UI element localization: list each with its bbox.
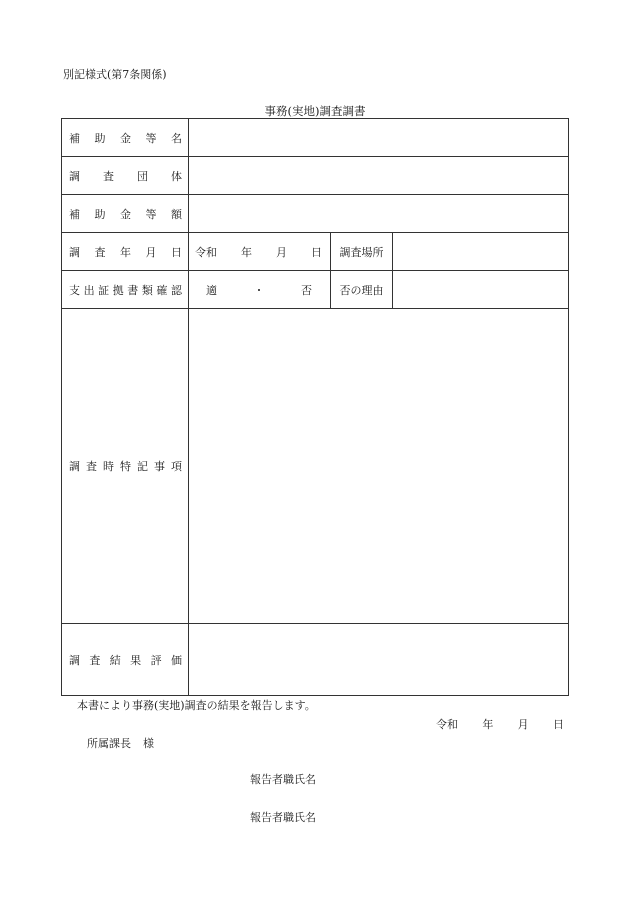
label-char: 月 [145, 245, 157, 259]
label-char: 調 [69, 653, 80, 667]
label-subsidy-amount [62, 195, 189, 233]
date-day-unit: 日 [552, 718, 564, 731]
label-char: 体 [171, 169, 182, 183]
field-subsidy-amount[interactable] [189, 195, 569, 233]
label-special-notes [62, 309, 189, 624]
label-char: 査 [103, 169, 114, 183]
label-char: 結 [109, 653, 121, 667]
label-char: 果 [130, 653, 142, 667]
label-survey-location: 調査場所 [331, 233, 393, 271]
approval-separator: ・ [253, 283, 265, 297]
label-char: 調 [69, 169, 80, 183]
label-char: 団 [137, 169, 148, 183]
date-year-unit: 年 [482, 718, 494, 731]
label-char: 年 [120, 245, 131, 259]
label-char: 項 [171, 460, 182, 473]
report-statement: 本書により事務(実地)調査の結果を報告します。 [77, 699, 316, 712]
label-char: 等 [145, 131, 157, 145]
label-char: 証 [98, 283, 110, 297]
label-char: 出 [83, 283, 95, 297]
label-rejection-reason: 否の理由 [331, 271, 393, 309]
label-char: 書 [127, 283, 139, 297]
date-day-unit: 日 [311, 245, 322, 259]
label-char: 助 [94, 131, 106, 145]
date-era: 令和 [195, 245, 217, 259]
label-char: 評 [150, 653, 162, 667]
label-char: 査 [94, 245, 106, 259]
field-rejection-reason[interactable] [393, 271, 569, 309]
row-expense-check [62, 271, 569, 309]
date-era: 令和 [436, 718, 458, 731]
reporter-name-label-2: 報告者職氏名 [250, 811, 316, 824]
label-char: 認 [170, 283, 182, 297]
label-char: 価 [170, 653, 182, 667]
field-subsidy-name[interactable] [189, 119, 569, 157]
field-evaluation[interactable] [189, 624, 569, 696]
row-survey-group [62, 157, 569, 195]
label-char: 支 [69, 283, 80, 297]
label-char: 時 [103, 460, 114, 473]
survey-form-table [61, 118, 569, 696]
label-char: 助 [94, 207, 106, 221]
honorific: 様 [143, 737, 154, 750]
label-char: 確 [156, 283, 168, 297]
label-subsidy-name [62, 119, 189, 157]
label-char: 日 [171, 245, 182, 259]
addressee [87, 735, 154, 751]
row-special-notes [62, 309, 569, 624]
field-special-notes[interactable] [189, 309, 569, 624]
reporter-name-label-1: 報告者職氏名 [250, 773, 316, 786]
label-char: 記 [137, 460, 148, 473]
label-survey-date [62, 233, 189, 271]
date-month-unit: 月 [517, 718, 529, 731]
label-char: 調 [69, 460, 80, 473]
label-char: 補 [69, 207, 80, 221]
label-char: 金 [120, 131, 131, 145]
field-survey-date[interactable] [189, 233, 331, 271]
label-char: 特 [120, 460, 131, 473]
label-survey-group [62, 157, 189, 195]
row-evaluation [62, 624, 569, 696]
field-approval[interactable] [189, 271, 331, 309]
label-char: 事 [154, 460, 165, 473]
date-year-unit: 年 [241, 245, 252, 259]
label-evaluation [62, 624, 189, 696]
label-char: 等 [145, 207, 157, 221]
date-month-unit: 月 [276, 245, 287, 259]
label-char: 補 [69, 131, 80, 145]
label-char: 名 [171, 131, 182, 145]
form-id-label: 別記様式(第7条関係) [63, 68, 167, 81]
document-title: 事務(実地)調査調書 [264, 104, 366, 118]
label-expense-check [62, 271, 189, 309]
field-survey-group[interactable] [189, 157, 569, 195]
row-subsidy-amount [62, 195, 569, 233]
row-survey-date [62, 233, 569, 271]
label-char: 拠 [112, 283, 124, 297]
report-date[interactable] [436, 716, 564, 732]
label-char: 額 [171, 207, 182, 221]
label-char: 査 [89, 653, 101, 667]
label-char: 類 [141, 283, 153, 297]
approval-yes[interactable]: 適 [206, 283, 217, 297]
addressee-title: 所属課長 [87, 737, 131, 750]
label-char: 金 [120, 207, 131, 221]
row-subsidy-name [62, 119, 569, 157]
approval-no[interactable]: 否 [301, 283, 312, 297]
label-char: 調 [69, 245, 80, 259]
field-survey-location[interactable] [393, 233, 569, 271]
label-char: 査 [86, 460, 97, 473]
